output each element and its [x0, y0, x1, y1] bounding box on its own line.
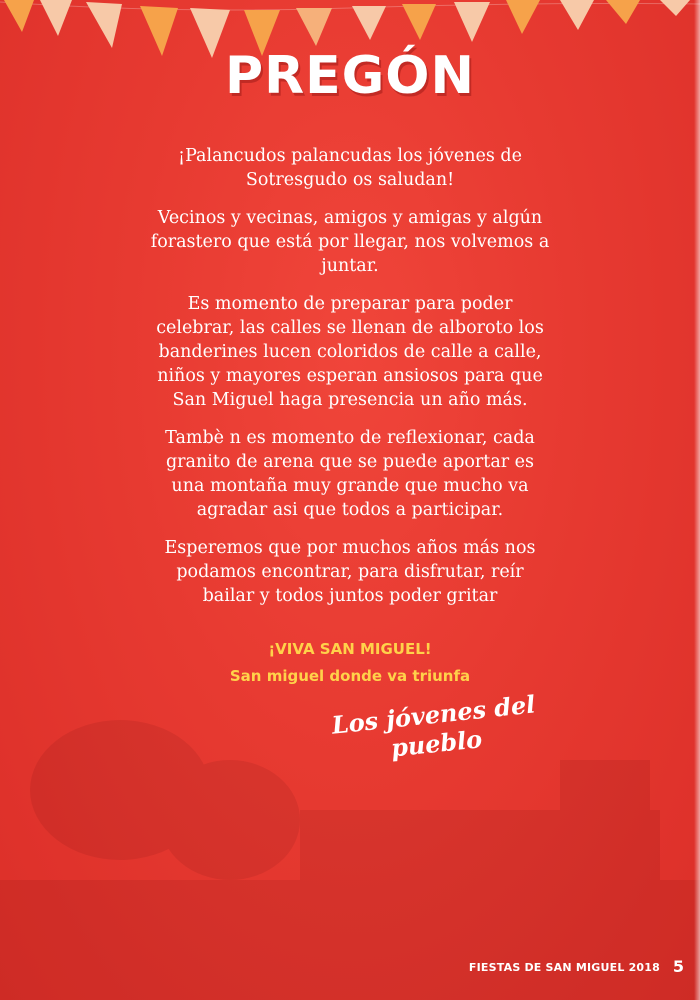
flag [506, 0, 540, 34]
viva-heading: ¡VIVA SAN MIGUEL! [268, 640, 432, 658]
flag [86, 2, 122, 48]
flag [606, 0, 640, 24]
flag [4, 0, 34, 32]
flag [40, 0, 72, 36]
flag [296, 8, 332, 46]
flag [660, 0, 690, 16]
flag [560, 0, 594, 30]
paragraph: Tambè n es momento de reflexionar, cada granito de arena que se puede aportar es una montaña muy grande que mucho va agradar asi que todos a participar. [165, 428, 535, 520]
signature: Los jóvenes del pueblo [330, 689, 537, 763]
flag [454, 2, 490, 42]
page-edge [694, 0, 700, 1000]
paragraph: Vecinos y vecinas, amigos y amigas y algún forastero que está por llegar, nos volvemos a juntar. [150, 208, 550, 276]
footer-caption: FIESTAS DE SAN MIGUEL 2018 [468, 961, 660, 974]
paragraph: Es momento de preparar para poder celebrar, las calles se llenan de alboroto los banderines lucen coloridos de calle a calle, niños y mayores esperan ansiosos para que San Miguel haga presencia un año más. [156, 294, 544, 410]
church-silhouette [0, 700, 700, 1000]
paragraph: ¡Palancudos palancudas los jóvenes de Sotresgudo os saludan! [178, 146, 522, 190]
flag [402, 4, 436, 40]
proclamation-text [150, 144, 550, 622]
paragraph: Esperemos que por muchos años más nos podamos encontrar, para disfrutar, reír bailar y todos juntos poder gritar [164, 538, 536, 606]
motto-line: San miguel donde va triunfa [229, 667, 471, 685]
flag [352, 6, 386, 40]
page-number: 5 [672, 957, 684, 976]
page-title: PREGÓN [224, 46, 476, 106]
